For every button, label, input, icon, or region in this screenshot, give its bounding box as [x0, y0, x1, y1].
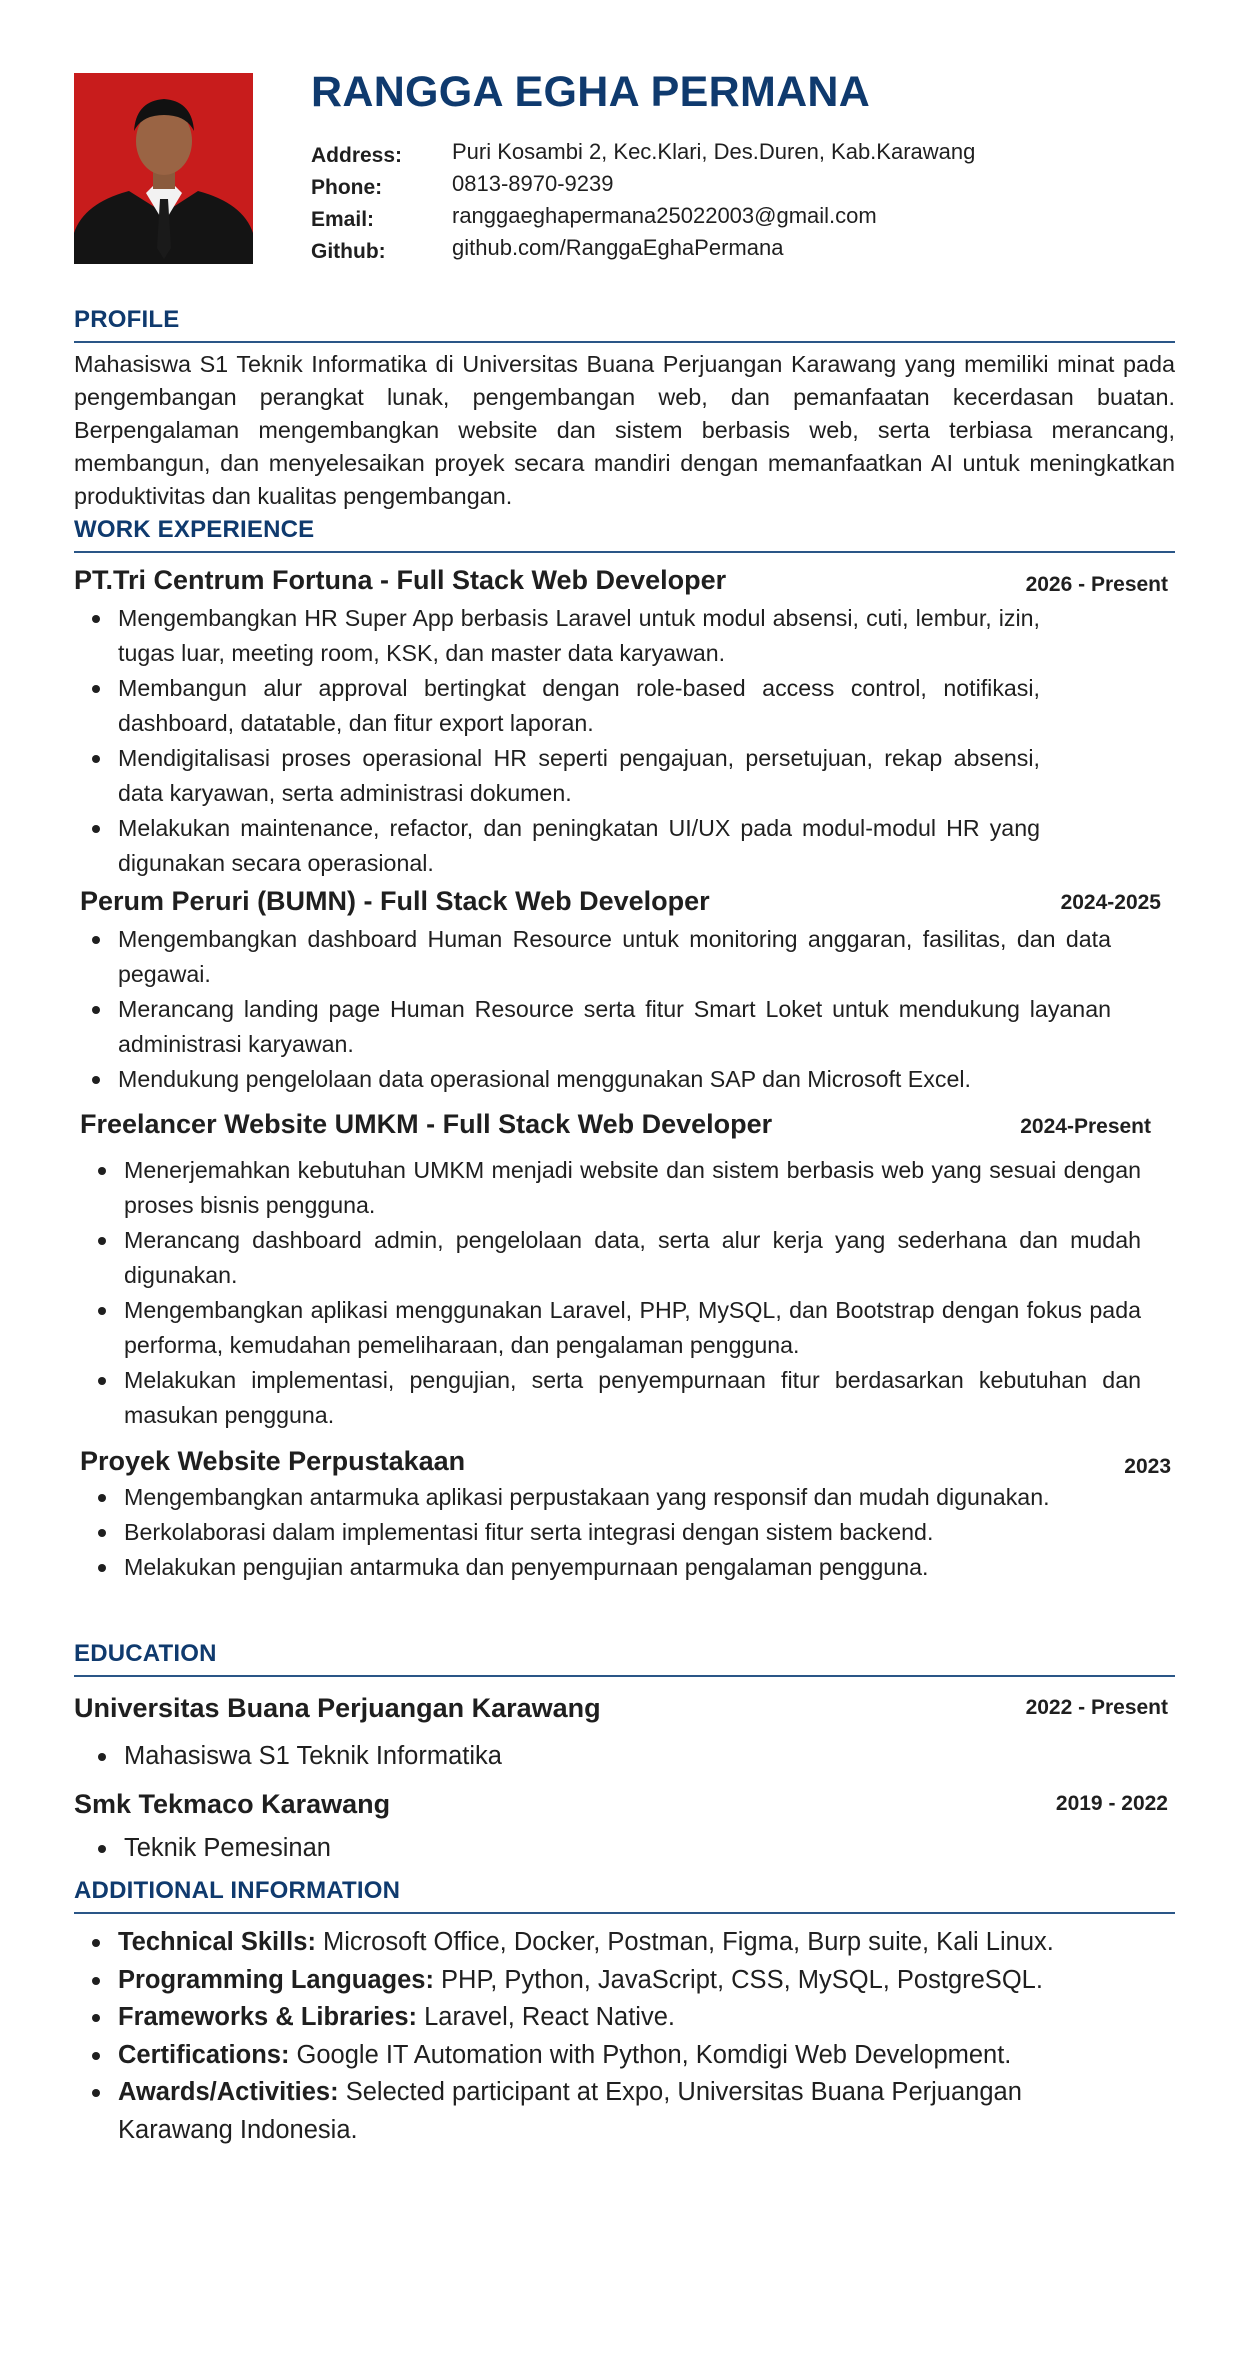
- item-label: Frameworks & Libraries:: [118, 2003, 418, 2031]
- list-item: [74, 1962, 1114, 2000]
- item-text: Microsoft Office, Docker, Postman, Figma, Burp suite, Kali Linux.: [315, 1928, 1054, 1956]
- education-entry-bullets: [80, 1830, 980, 1866]
- item-text: Laravel, React Native.: [417, 2003, 675, 2031]
- item-label: Technical Skills:: [118, 1928, 316, 1956]
- contact-label: Phone:: [311, 176, 383, 199]
- contact-github-row: [311, 235, 1171, 267]
- item-text: PHP, Python, JavaScript, CSS, MySQL, PostgreSQL.: [433, 1965, 1043, 1994]
- address-value: Puri Kosambi 2, Kec.Klari, Des.Duren, Kab.Karawang: [452, 139, 976, 164]
- work-entry-title: Proyek Website Perpustakaan: [80, 1446, 466, 1476]
- work-entry-bullets: [74, 601, 1040, 881]
- work-entry-date: 2023: [1124, 1455, 1171, 1478]
- list-item: Melakukan pengujian antarmuka dan penyempurnaan pengalaman pengguna.: [80, 1550, 1093, 1585]
- list-item: [74, 1924, 1114, 1962]
- person-portrait-icon: [74, 73, 253, 264]
- list-item: Merancang dashboard admin, pengelolaan data, serta alur kerja yang sederhana dan mudah digunakan.: [80, 1223, 1141, 1293]
- list-item: Mengembangkan dashboard Human Resource untuk monitoring anggaran, fasilitas, dan data pegawai.: [74, 922, 1111, 992]
- section-title-additional-information: ADDITIONAL INFORMATION: [74, 1877, 401, 1904]
- list-item: Membangun alur approval bertingkat dengan role-based access control, notifikasi, dashboard, datatable, dan fitur export laporan.: [74, 671, 1040, 741]
- section-title-profile: PROFILE: [74, 306, 180, 333]
- list-item: Menerjemahkan kebutuhan UMKM menjadi website dan sistem berbasis web yang sesuai dengan proses bisnis pengguna.: [80, 1153, 1141, 1223]
- list-item: Mengembangkan antarmuka aplikasi perpustakaan yang responsif dan mudah digunakan.: [80, 1480, 1093, 1515]
- item-text: Selected participant at Expo, Universitas Buana Perjuangan Karawang Indonesia.: [118, 2078, 1022, 2144]
- list-item: Merancang landing page Human Resource serta fitur Smart Loket untuk mendukung layanan administrasi karyawan.: [74, 992, 1111, 1062]
- work-entry-date: 2024-Present: [1020, 1115, 1151, 1138]
- section-divider: [74, 1912, 1175, 1914]
- contact-label: Email:: [311, 208, 375, 231]
- work-entry-title: Perum Peruri (BUMN) - Full Stack Web Developer: [80, 886, 710, 916]
- work-entry-date: 2026 - Present: [1025, 573, 1168, 596]
- item-label: Certifications:: [118, 2040, 290, 2069]
- education-entry-title: Smk Tekmaco Karawang: [74, 1789, 391, 1819]
- contact-label: Github:: [311, 240, 386, 263]
- work-entry-title: Freelancer Website UMKM - Full Stack Web Developer: [80, 1109, 773, 1139]
- section-title-work-experience: WORK EXPERIENCE: [74, 516, 315, 543]
- list-item: Mendigitalisasi proses operasional HR seperti pengajuan, persetujuan, rekap absensi, data karyawan, serta administrasi dokumen.: [74, 741, 1040, 811]
- contact-address-row: [311, 139, 1171, 171]
- profile-photo: [74, 73, 253, 264]
- section-divider: [74, 341, 1175, 343]
- list-item: [74, 2037, 1114, 2075]
- contact-block: [311, 139, 1171, 267]
- contact-phone-row: [311, 171, 1171, 203]
- profile-text: Mahasiswa S1 Teknik Informatika di Universitas Buana Perjuangan Karawang yang memiliki minat pada pengembangan perangkat lunak, pengembangan web, dan pemanfaatan kecerdasan buatan. Berpengalaman mengembangkan website dan sistem berbasis web, serta terbiasa merancang, membangun, dan menyelesaikan proyek secara mandiri dengan memanfaatkan AI untuk meningkatkan produktivitas dan kualitas pengembangan.: [74, 351, 1175, 509]
- email-link[interactable]: ranggaeghapermana25022003@gmail.com: [452, 203, 877, 228]
- education-entry-date: 2022 - Present: [1025, 1696, 1168, 1719]
- contact-email-row: [311, 203, 1171, 235]
- work-entry-bullets: [80, 1153, 1141, 1433]
- section-divider: [74, 551, 1175, 553]
- section-title-education: EDUCATION: [74, 1640, 217, 1667]
- phone-value[interactable]: 0813-8970-9239: [452, 171, 614, 196]
- list-item: Mengembangkan HR Super App berbasis Laravel untuk modul absensi, cuti, lembur, izin, tugas luar, meeting room, KSK, dan master data karyawan.: [74, 601, 1040, 671]
- work-entry-bullets: [80, 1480, 1093, 1585]
- work-entry-title: PT.Tri Centrum Fortuna - Full Stack Web Developer: [74, 565, 727, 595]
- education-entry-title: Universitas Buana Perjuangan Karawang: [74, 1693, 601, 1723]
- work-entry-date: 2024-2025: [1060, 891, 1161, 914]
- section-divider: [74, 1675, 1175, 1677]
- list-item: Teknik Pemesinan: [80, 1830, 980, 1866]
- list-item: [74, 2074, 1114, 2149]
- list-item: Berkolaborasi dalam implementasi fitur serta integrasi dengan sistem backend.: [80, 1515, 1093, 1550]
- education-entry-date: 2019 - 2022: [1055, 1792, 1168, 1815]
- list-item: Mengembangkan aplikasi menggunakan Laravel, PHP, MySQL, dan Bootstrap dengan fokus pada performa, kemudahan pemeliharaan, dan pengalaman pengguna.: [80, 1293, 1141, 1363]
- contact-label: Address:: [311, 144, 403, 167]
- list-item: Melakukan maintenance, refactor, dan peningkatan UI/UX pada modul-modul HR yang digunakan secara operasional.: [74, 811, 1040, 881]
- list-item: Mendukung pengelolaan data operasional menggunakan SAP dan Microsoft Excel.: [74, 1062, 1111, 1097]
- item-label: Awards/Activities:: [118, 2078, 339, 2106]
- list-item: [74, 1999, 1114, 2037]
- education-entry-bullets: [80, 1738, 980, 1774]
- candidate-name: RANGGA EGHA PERMANA: [311, 68, 871, 116]
- work-entry-bullets: [74, 922, 1111, 1097]
- additional-info-list: [74, 1924, 1114, 2149]
- github-link[interactable]: github.com/RanggaEghaPermana: [452, 235, 784, 260]
- list-item: Melakukan implementasi, pengujian, serta penyempurnaan fitur berdasarkan kebutuhan dan masukan pengguna.: [80, 1363, 1141, 1433]
- list-item: Mahasiswa S1 Teknik Informatika: [80, 1738, 980, 1774]
- item-text: Google IT Automation with Python, Komdigi Web Development.: [289, 2040, 1012, 2069]
- item-label: Programming Languages:: [118, 1965, 434, 1994]
